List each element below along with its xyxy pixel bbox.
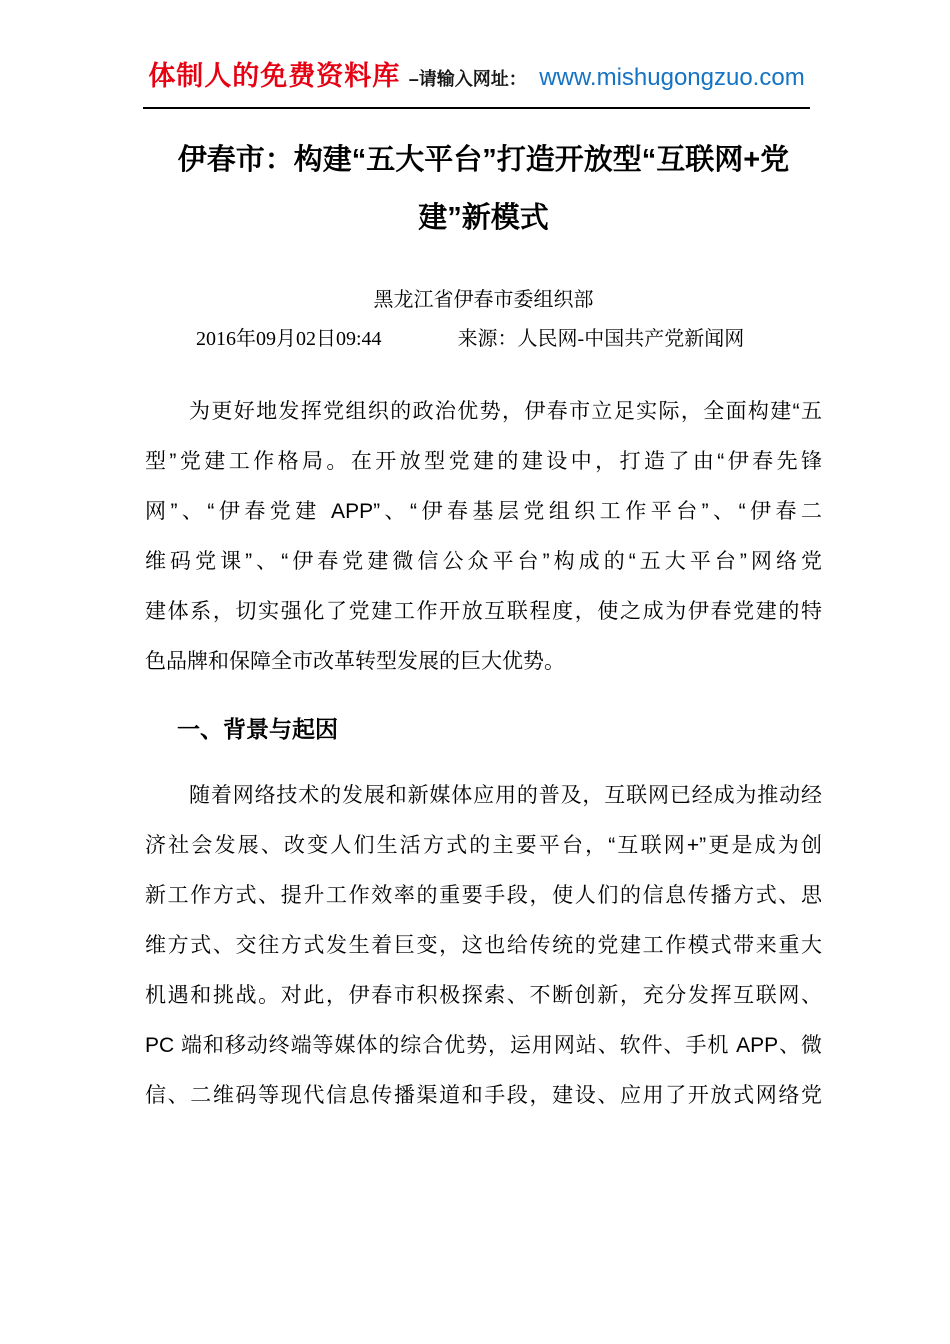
paragraph-line: 维码党课”、“伊春党建微信公众平台”构成的“五大平台”网络党: [145, 550, 822, 573]
paragraph-line: 济社会发展、改变人们生活方式的主要平台，“互联网+”更是成为创: [145, 834, 822, 857]
site-url-link[interactable]: www.mishugongzuo.com: [539, 64, 805, 91]
paragraph-line: 型”党建工作格局。在开放型党建的建设中，打造了由“伊春先锋: [145, 450, 822, 473]
dateline: [145, 328, 822, 351]
url-prompt: –请输入网址：: [408, 69, 527, 89]
publish-date: 2016年09月02日09:44: [196, 328, 382, 350]
paragraph-line: 新工作方式、提升工作效率的重要手段，使人们的信息传播方式、思: [145, 884, 822, 907]
paragraph-line: 建体系，切实强化了党建工作开放互联程度，使之成为伊春党建的特: [145, 600, 822, 623]
paragraph-line: 机遇和挑战。对此，伊春市积极探索、不断创新，充分发挥互联网、: [145, 984, 822, 1007]
paragraph-line: 网”、“伊春党建 APP”、“伊春基层党组织工作平台”、“伊春二: [145, 500, 822, 523]
article-title: [145, 131, 822, 247]
paragraph-line: PC 端和移动终端等媒体的综合优势，运用网站、软件、手机 APP、微: [145, 1034, 822, 1057]
paragraph-line: 随着网络技术的发展和新媒体应用的普及，互联网已经成为推动经: [189, 784, 822, 807]
article-title-line1: 伊春市：构建“五大平台”打造开放型“互联网+党: [177, 144, 790, 176]
brand-title: 体制人的免费资料库: [148, 61, 401, 91]
paragraph-intro: [145, 387, 822, 687]
source-label: 来源：人民网-中国共产党新闻网: [457, 328, 745, 350]
header-banner: [143, 0, 810, 109]
section-heading: 一、背景与起因: [177, 716, 338, 742]
paragraph-line: 维方式、交往方式发生着巨变，这也给传统的党建工作模式带来重大: [145, 934, 822, 957]
byline: 黑龙江省伊春市委组织部: [373, 289, 594, 311]
paragraph-line: 色品牌和保障全市改革转型发展的巨大优势。: [145, 650, 565, 673]
article-title-line2: 建”新模式: [418, 202, 549, 234]
paragraph-background: [145, 771, 822, 1121]
paragraph-line: 为更好地发挥党组织的政治优势，伊春市立足实际，全面构建“五: [189, 400, 822, 423]
paragraph-line: 信、二维码等现代信息传播渠道和手段，建设、应用了开放式网络党: [145, 1084, 822, 1107]
